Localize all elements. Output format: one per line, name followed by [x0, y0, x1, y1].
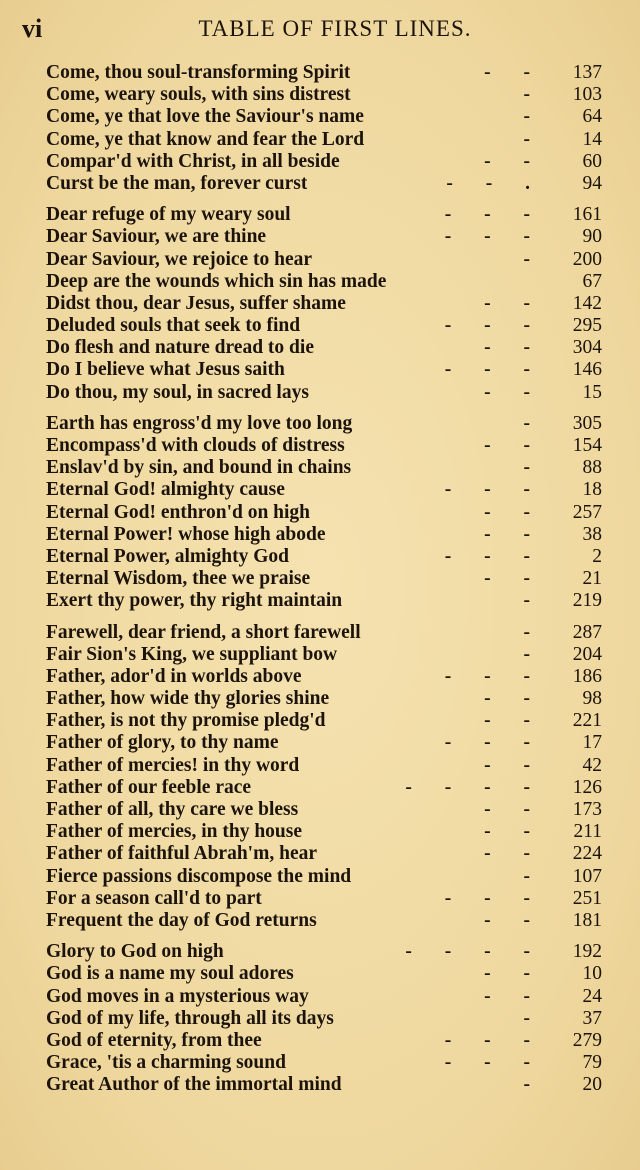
hymn-number: 295 [572, 315, 602, 337]
first-line-text: Enslav'd by sin, and bound in chains [46, 457, 352, 479]
first-line-text: Deep are the wounds which sin has made [46, 270, 387, 292]
index-entry [46, 524, 602, 546]
dot-leader: - - - - [405, 941, 544, 963]
hymn-number: 287 [572, 621, 602, 643]
dot-leader: - [523, 643, 544, 665]
first-line-text: Come, weary souls, with sins distrest [46, 84, 351, 106]
index-entry [46, 688, 602, 710]
hymn-number: 10 [582, 963, 602, 985]
first-line-text: Father, ador'd in worlds above [46, 665, 302, 687]
dot-leader: - - [484, 843, 544, 865]
index-entry [46, 546, 602, 568]
dot-leader: - - [484, 62, 544, 83]
dot-leader: - [523, 106, 544, 128]
hymn-number: 192 [572, 941, 602, 963]
dot-leader: - - - [444, 1052, 544, 1074]
dot-leader: - - [484, 435, 544, 456]
hymn-number: 173 [572, 799, 602, 820]
hymn-number: 142 [572, 292, 602, 314]
hymn-number: 137 [572, 62, 602, 83]
first-line-text: Exert thy power, thy right maintain [46, 590, 343, 612]
hymn-number: 161 [572, 204, 602, 226]
index-entry [46, 479, 602, 501]
index-group-f [46, 622, 602, 933]
page-number: vi [22, 14, 43, 43]
index-entry [46, 84, 602, 106]
dot-leader: - - [484, 754, 544, 776]
index-entry [46, 129, 602, 151]
first-line-text: Do I believe what Jesus saith [46, 359, 285, 381]
index-entry [46, 941, 602, 963]
dot-leader: - - - [444, 545, 544, 567]
hymn-number: 224 [572, 843, 602, 865]
first-line-text: Great Author of the immortal mind [46, 1074, 342, 1096]
hymn-number: 21 [582, 568, 602, 590]
first-line-text: Farewell, dear friend, a short farewell [46, 621, 361, 643]
hymn-number: 20 [582, 1074, 602, 1096]
dot-leader: - - [484, 337, 544, 359]
first-line-text: Do flesh and nature dread to die [46, 337, 314, 359]
index-entry [46, 62, 602, 84]
first-line-text: Father of mercies, in thy house [46, 821, 303, 843]
first-lines-index [46, 62, 602, 1105]
index-entry [46, 382, 602, 404]
hymn-number: 219 [572, 590, 602, 612]
first-line-text: God moves in a mysterious way [46, 985, 309, 1007]
hymn-number: 181 [572, 909, 602, 931]
first-line-text: Curst be the man, forever curst [46, 172, 308, 194]
index-entry [46, 777, 602, 799]
first-line-text: Eternal Power! whose high abode [46, 523, 326, 545]
dot-leader: - - [484, 381, 544, 403]
hymn-number: 146 [572, 359, 602, 381]
dot-leader: - - - [444, 359, 544, 381]
first-line-text: Come, thou soul-transforming Spirit [46, 62, 351, 83]
dot-leader: - - [484, 985, 544, 1007]
first-line-text: Father of glory, to thy name [46, 732, 279, 754]
dot-leader: - [523, 412, 544, 434]
dot-leader: - - [484, 523, 544, 545]
hymn-number: 204 [572, 643, 602, 665]
dot-leader: - [523, 128, 544, 150]
index-group-d [46, 204, 602, 404]
index-entry [46, 457, 602, 479]
index-entry [46, 293, 602, 315]
hymn-number: 37 [582, 1007, 602, 1029]
index-entry [46, 1052, 602, 1074]
dot-leader: - - [484, 292, 544, 314]
first-line-text: Grace, 'tis a charming sound [46, 1052, 286, 1074]
index-entry [46, 502, 602, 524]
first-line-text: Dear refuge of my weary soul [46, 204, 291, 226]
first-line-text: God is a name my soul adores [46, 963, 294, 985]
index-entry [46, 151, 602, 173]
first-line-text: Eternal God! almighty cause [46, 479, 285, 501]
index-entry [46, 249, 602, 271]
dot-leader: - - [484, 710, 544, 732]
index-entry [46, 1030, 602, 1052]
first-line-text: Come, ye that know and fear the Lord [46, 128, 365, 150]
first-line-text: Encompass'd with clouds of distress [46, 435, 345, 456]
index-entry [46, 843, 602, 865]
first-line-text: Eternal Power, almighty God [46, 545, 290, 567]
index-entry [46, 1074, 602, 1096]
index-entry [46, 568, 602, 590]
dot-leader: - - [484, 799, 544, 820]
index-entry [46, 866, 602, 888]
hymn-number: 88 [582, 457, 602, 479]
first-line-text: Father of our feeble race [46, 776, 252, 798]
hymn-number: 15 [582, 381, 602, 403]
first-line-text: Fair Sion's King, we suppliant bow [46, 643, 338, 665]
first-line-text: Earth has engross'd my love too long [46, 412, 353, 434]
first-line-text: Father, how wide thy glories shine [46, 688, 330, 710]
dot-leader: - - - [444, 1029, 544, 1051]
first-line-text: Dear Saviour, we are thine [46, 226, 267, 248]
index-entry [46, 622, 602, 644]
hymn-number: 279 [572, 1029, 602, 1051]
hymn-number: 67 [582, 270, 602, 292]
index-entry [46, 799, 602, 821]
hymn-number: 79 [582, 1052, 602, 1074]
index-entry [46, 413, 602, 435]
first-line-text: Father of mercies! in thy word [46, 754, 300, 776]
hymn-number: 98 [582, 688, 602, 710]
dot-leader: - - - [444, 226, 544, 248]
hymn-number: 94 [582, 172, 602, 194]
dot-leader: - - [484, 688, 544, 710]
first-line-text: Father of faithful Abrah'm, hear [46, 843, 318, 865]
hymn-number: 126 [572, 776, 602, 798]
first-line-text: Compar'd with Christ, in all beside [46, 150, 340, 172]
index-entry [46, 173, 602, 195]
hymn-number: 64 [582, 106, 602, 128]
hymn-number: 305 [572, 412, 602, 434]
running-head-title: TABLE OF FIRST LINES. [198, 16, 472, 41]
index-entry [46, 732, 602, 754]
index-entry [46, 755, 602, 777]
hymn-number: 221 [572, 710, 602, 732]
hymn-number: 18 [582, 479, 602, 501]
index-entry [46, 986, 602, 1008]
index-entry [46, 590, 602, 612]
index-entry [46, 271, 602, 293]
dot-leader: - - - [444, 665, 544, 687]
dot-leader: - [523, 1074, 544, 1096]
dot-leader: - - - - [405, 776, 544, 798]
dot-leader: - [523, 457, 544, 479]
dot-leader: - - - [444, 315, 544, 337]
index-entry [46, 963, 602, 985]
index-entry [46, 1008, 602, 1030]
hymn-number: 60 [582, 150, 602, 172]
dot-leader: - [523, 84, 544, 106]
dot-leader: - - - [444, 204, 544, 226]
dot-leader: - - - [444, 887, 544, 909]
dot-leader: - - - [444, 479, 544, 501]
index-group-e [46, 413, 602, 613]
index-entry [46, 226, 602, 248]
index-entry [46, 435, 602, 457]
dot-leader: - [523, 1007, 544, 1029]
first-line-text: Father, is not thy promise pledg'd [46, 710, 326, 732]
index-entry [46, 315, 602, 337]
dot-leader: - - [484, 150, 544, 172]
dot-leader: - [523, 865, 544, 887]
first-line-text: Eternal God! enthron'd on high [46, 501, 311, 523]
hymn-number: 38 [582, 523, 602, 545]
first-line-text: Father of all, thy care we bless [46, 799, 299, 820]
first-line-text: Dear Saviour, we rejoice to hear [46, 248, 313, 270]
hymn-number: 17 [582, 732, 602, 754]
first-line-text: Glory to God on high [46, 941, 224, 963]
index-group-g [46, 941, 602, 1096]
first-line-text: Didst thou, dear Jesus, suffer shame [46, 292, 346, 314]
index-entry [46, 888, 602, 910]
first-line-text: Eternal Wisdom, thee we praise [46, 568, 311, 590]
hymn-number: 154 [572, 435, 602, 456]
index-entry [46, 337, 602, 359]
index-entry [46, 710, 602, 732]
hymn-number: 186 [572, 665, 602, 687]
dot-leader: - - [484, 963, 544, 985]
first-line-text: Do thou, my soul, in sacred lays [46, 381, 309, 403]
index-entry [46, 204, 602, 226]
dot-leader: - [523, 621, 544, 643]
hymn-number: 42 [582, 754, 602, 776]
dot-leader: - - . [446, 172, 544, 194]
hymn-number: 103 [572, 84, 602, 106]
hymn-number: 107 [572, 865, 602, 887]
first-line-text: Deluded souls that seek to find [46, 315, 301, 337]
hymn-number: 14 [582, 128, 602, 150]
first-line-text: God of eternity, from thee [46, 1029, 262, 1051]
hymn-number: 211 [573, 821, 602, 843]
first-line-text: Frequent the day of God returns [46, 909, 317, 931]
hymn-number: 2 [592, 545, 602, 567]
dot-leader: - [523, 248, 544, 270]
index-entry [46, 910, 602, 932]
dot-leader: - - [484, 568, 544, 590]
hymn-number: 304 [572, 337, 602, 359]
page-header [22, 14, 618, 48]
first-line-text: Fierce passions discompose the mind [46, 865, 352, 887]
dot-leader: - [523, 590, 544, 612]
hymn-number: 200 [572, 248, 602, 270]
index-group-c [46, 62, 602, 195]
hymn-number: 24 [582, 985, 602, 1007]
index-entry [46, 821, 602, 843]
first-line-text: For a season call'd to part [46, 887, 262, 909]
hymn-number: 251 [572, 887, 602, 909]
dot-leader: - - - [444, 732, 544, 754]
hymn-number: 90 [582, 226, 602, 248]
first-line-text: God of my life, through all its days [46, 1007, 334, 1029]
index-entry [46, 106, 602, 128]
dot-leader: - - [484, 909, 544, 931]
dot-leader: - - [484, 501, 544, 523]
index-entry [46, 666, 602, 688]
index-entry [46, 359, 602, 381]
index-entry [46, 644, 602, 666]
dot-leader: - - [484, 821, 544, 843]
first-line-text: Come, ye that love the Saviour's name [46, 106, 364, 128]
hymn-number: 257 [572, 501, 602, 523]
